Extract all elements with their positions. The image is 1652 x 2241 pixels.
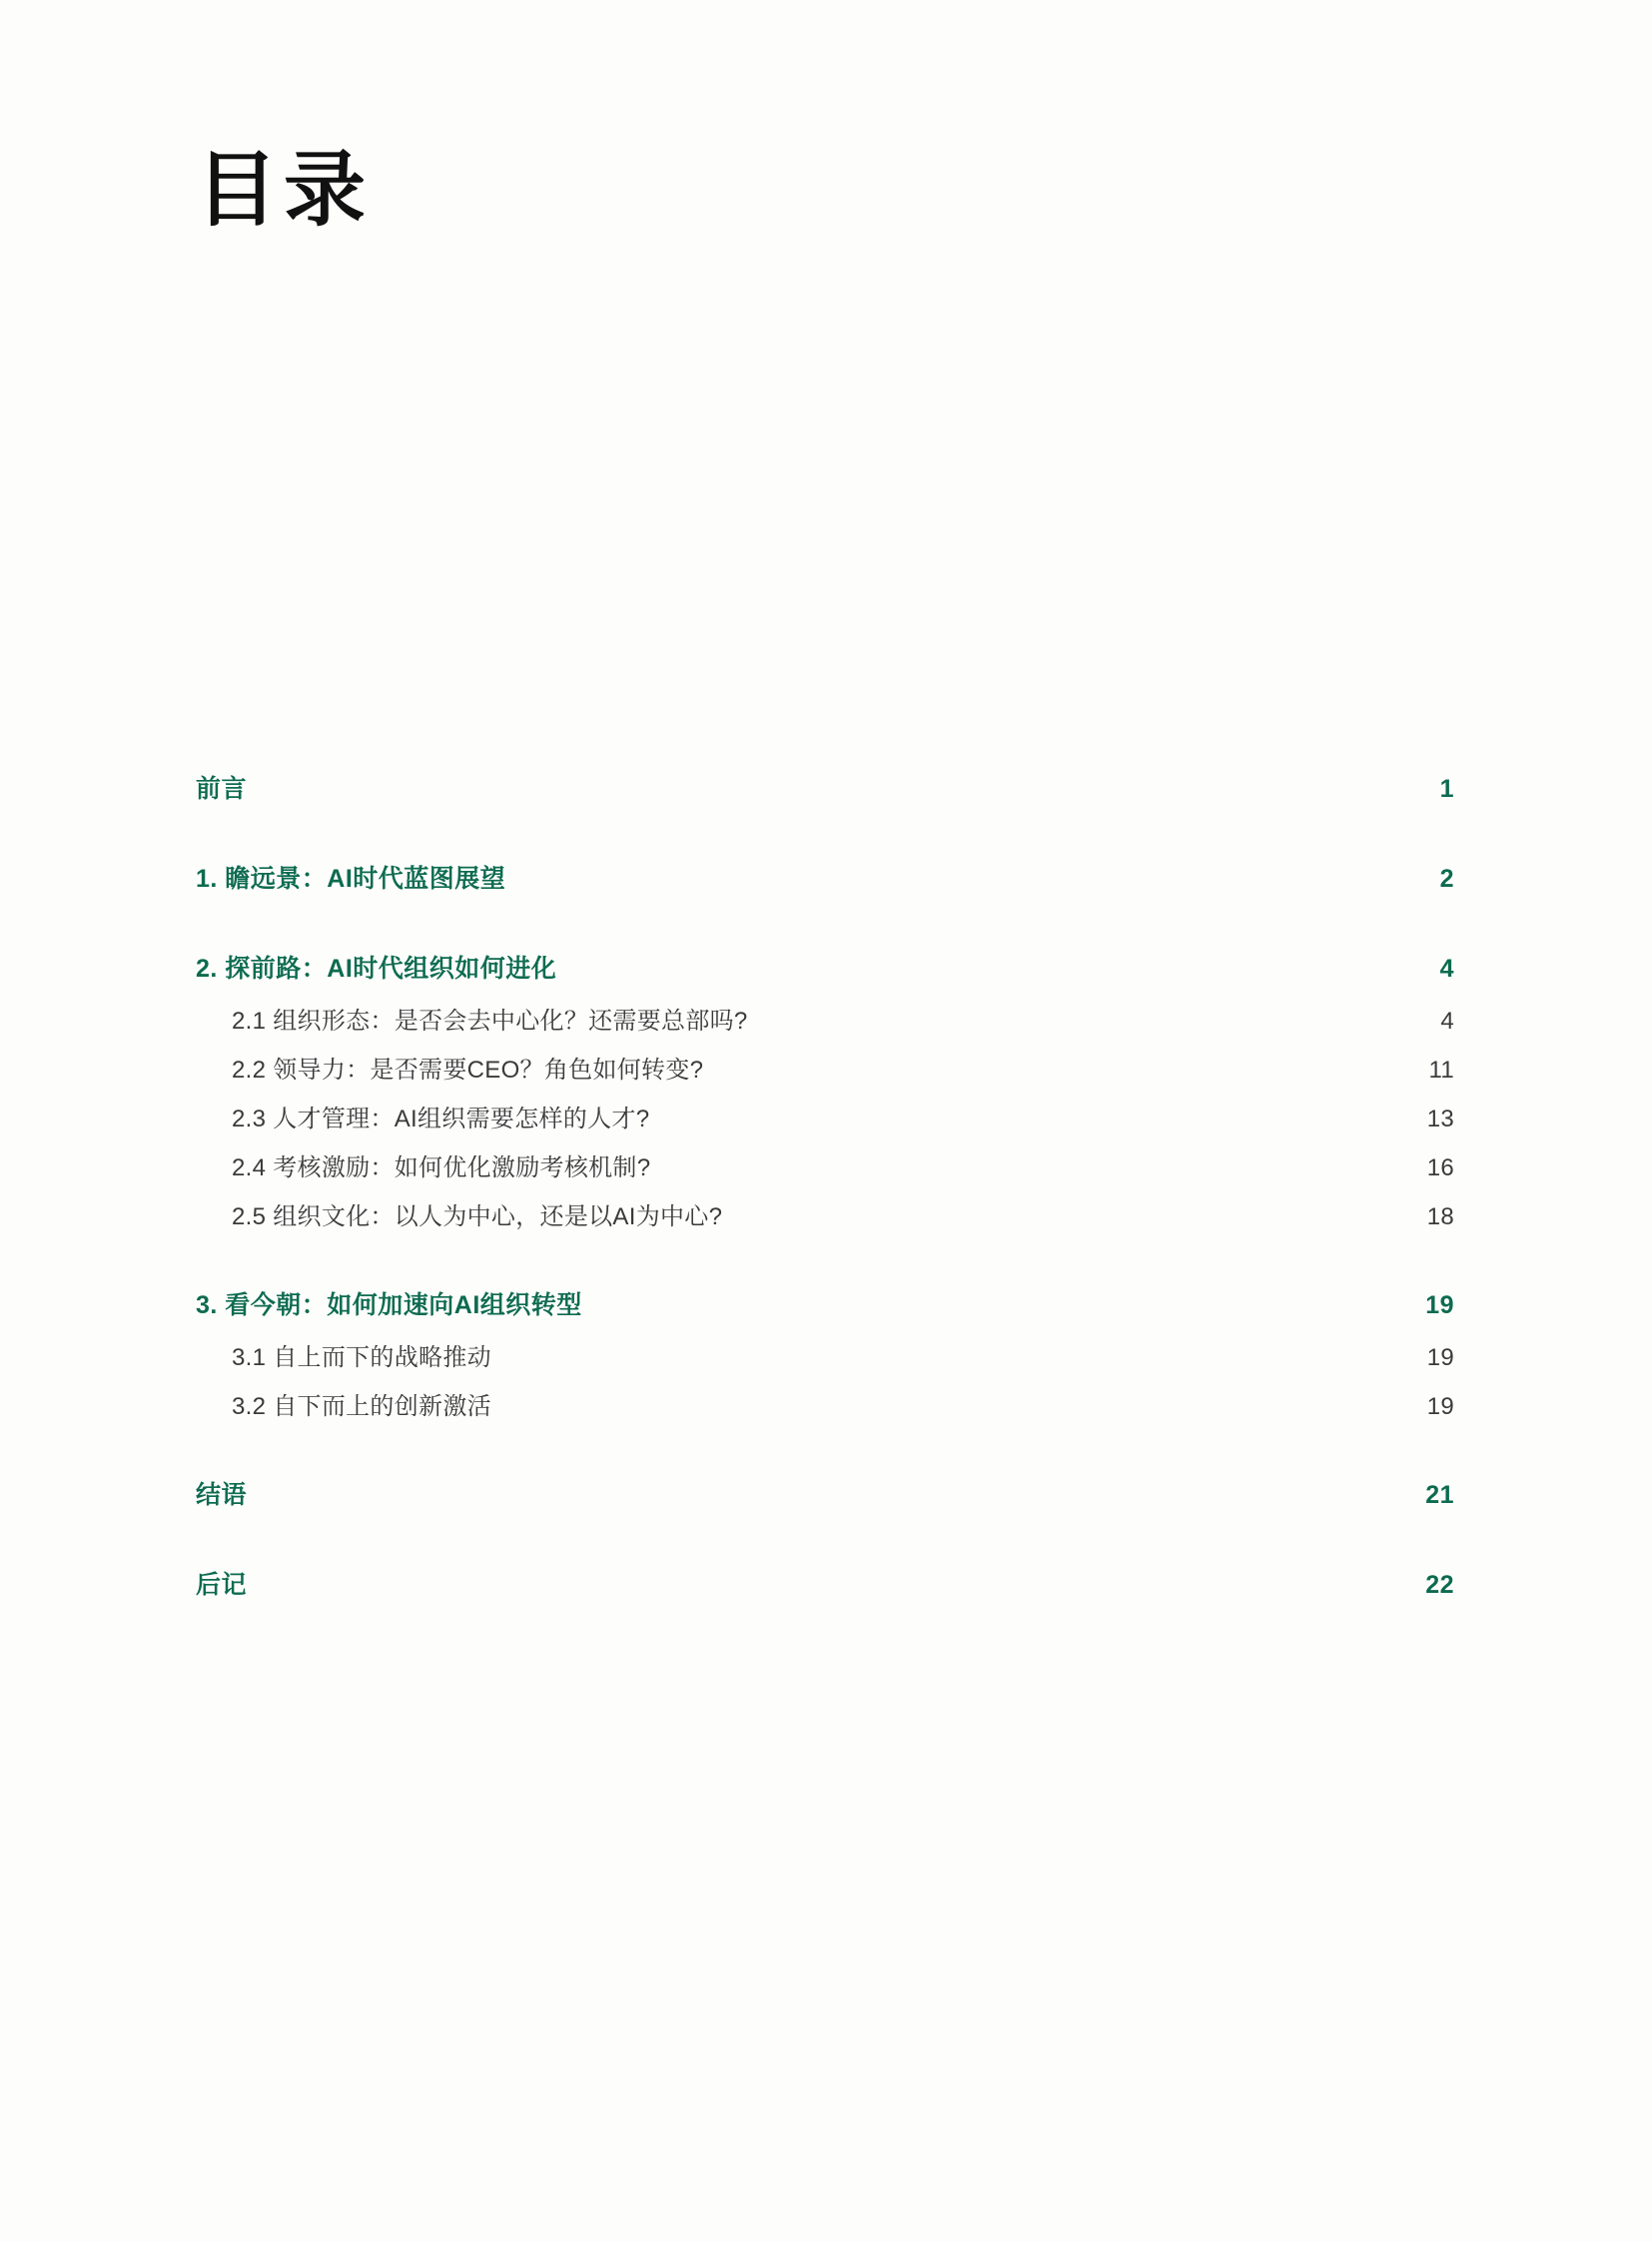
table-of-contents bbox=[196, 769, 1454, 1601]
toc-entry-page: 11 bbox=[1428, 1057, 1454, 1084]
toc-entry[interactable] bbox=[196, 1001, 1454, 1036]
page-title: 目录 bbox=[196, 145, 373, 236]
toc-entry-page: 19 bbox=[1426, 1344, 1454, 1371]
spacer bbox=[196, 895, 1454, 949]
toc-sublist bbox=[196, 1337, 1454, 1421]
spacer bbox=[196, 1231, 1454, 1285]
toc-entry[interactable] bbox=[196, 1475, 1454, 1511]
toc-entry-page: 1 bbox=[1439, 775, 1454, 803]
toc-entry-page: 4 bbox=[1440, 1008, 1454, 1035]
toc-entry[interactable] bbox=[196, 1337, 1454, 1372]
toc-entry-page: 13 bbox=[1426, 1106, 1454, 1132]
toc-entry-page: 21 bbox=[1425, 1481, 1454, 1509]
toc-entry[interactable] bbox=[196, 859, 1454, 895]
toc-entry-page: 22 bbox=[1425, 1571, 1454, 1599]
toc-entry-page: 16 bbox=[1426, 1154, 1454, 1181]
toc-entry-page: 19 bbox=[1426, 1393, 1454, 1420]
toc-entry-label: 前言 bbox=[196, 775, 248, 803]
spacer bbox=[196, 805, 1454, 859]
toc-entry-label: 2.2 领导力：是否需要CEO？角色如何转变? bbox=[232, 1057, 704, 1084]
toc-entry-label: 2. 探前路：AI时代组织如何进化 bbox=[196, 955, 557, 983]
toc-entry[interactable] bbox=[196, 1285, 1454, 1321]
toc-entry-page: 19 bbox=[1425, 1291, 1454, 1319]
spacer bbox=[196, 1321, 1454, 1337]
toc-entry[interactable] bbox=[196, 1147, 1454, 1182]
toc-entry-label: 2.3 人才管理：AI组织需要怎样的人才? bbox=[232, 1106, 650, 1132]
toc-entry[interactable] bbox=[196, 1386, 1454, 1421]
toc-entry[interactable] bbox=[196, 1099, 1454, 1133]
spacer bbox=[196, 1421, 1454, 1475]
toc-entry-label: 后记 bbox=[196, 1571, 248, 1599]
toc-entry-label: 3.2 自下而上的创新激活 bbox=[232, 1393, 491, 1420]
toc-entry-page: 4 bbox=[1439, 955, 1454, 983]
toc-entry[interactable] bbox=[196, 1050, 1454, 1085]
toc-entry-label: 结语 bbox=[196, 1481, 248, 1509]
toc-entry[interactable] bbox=[196, 1196, 1454, 1231]
toc-sublist bbox=[196, 1001, 1454, 1231]
toc-entry-label: 1. 瞻远景：AI时代蓝图展望 bbox=[196, 865, 506, 893]
toc-entry-label: 2.4 考核激励：如何优化激励考核机制? bbox=[232, 1154, 651, 1181]
toc-entry[interactable] bbox=[196, 769, 1454, 805]
spacer bbox=[196, 1511, 1454, 1565]
toc-entry[interactable] bbox=[196, 1565, 1454, 1601]
toc-entry-label: 2.1 组织形态：是否会去中心化？还需要总部吗? bbox=[232, 1008, 748, 1035]
spacer bbox=[196, 985, 1454, 1001]
toc-entry-label: 2.5 组织文化：以人为中心，还是以AI为中心? bbox=[232, 1203, 723, 1230]
toc-entry-label: 3.1 自上而下的战略推动 bbox=[232, 1344, 491, 1371]
toc-entry-page: 18 bbox=[1426, 1203, 1454, 1230]
toc-entry-page: 2 bbox=[1439, 865, 1454, 893]
toc-entry[interactable] bbox=[196, 949, 1454, 985]
toc-entry-label: 3. 看今朝：如何加速向AI组织转型 bbox=[196, 1291, 582, 1319]
